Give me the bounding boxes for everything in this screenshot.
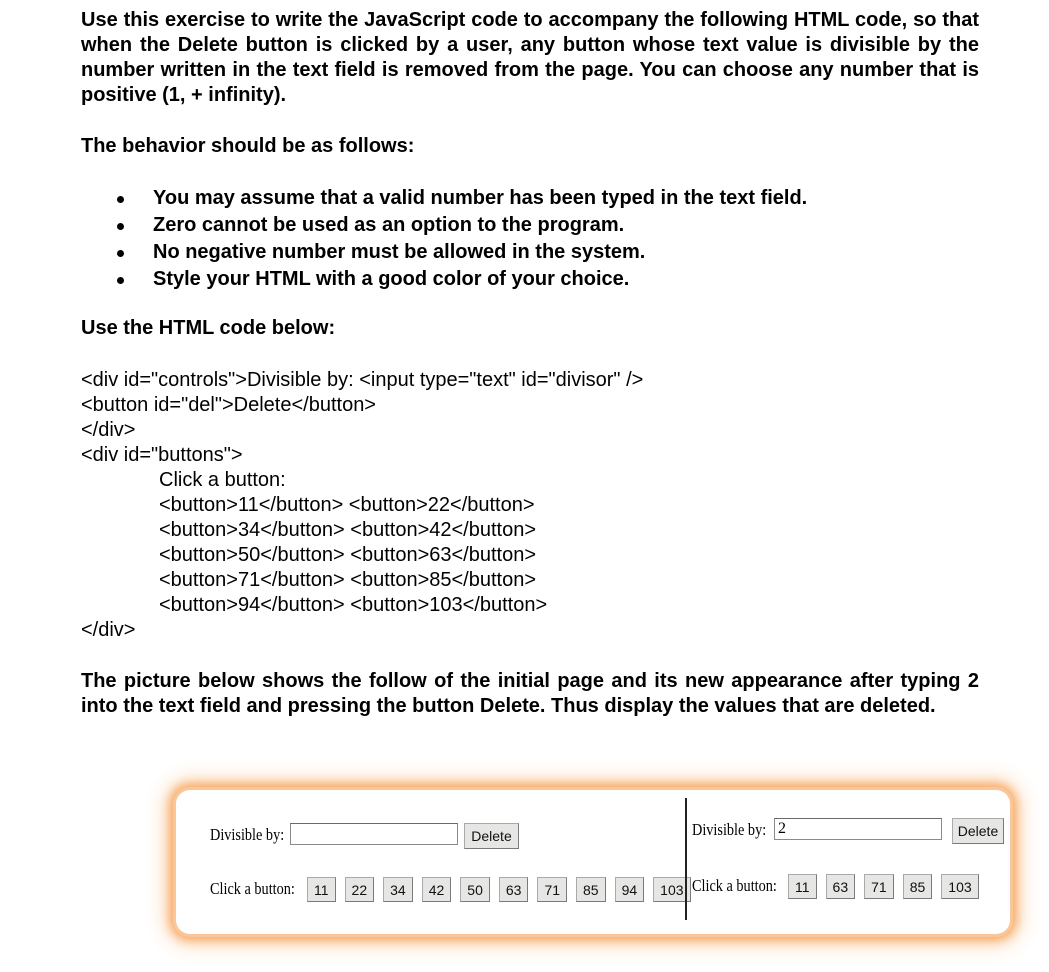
code-line: <button>94</button> <button>103</button>: [159, 594, 548, 616]
number-button[interactable]: 94: [615, 877, 645, 902]
list-item: You may assume that a valid number has been typed in the text field.: [81, 185, 807, 212]
number-button[interactable]: 42: [422, 877, 452, 902]
list-item: Zero cannot be used as an option to the program.: [81, 212, 807, 239]
html-code-block: [81, 368, 643, 643]
before-delete-button[interactable]: Delete: [464, 823, 519, 849]
after-divisor-input[interactable]: 2: [774, 818, 942, 840]
behavior-heading: The behavior should be as follows:: [81, 135, 415, 157]
number-button[interactable]: 50: [460, 877, 490, 902]
code-line: <button>11</button> <button>22</button>: [159, 494, 535, 516]
number-button[interactable]: 34: [383, 877, 413, 902]
bullet-icon: [117, 277, 124, 284]
before-divisor-input[interactable]: [290, 823, 458, 845]
document-page: [81, 8, 979, 717]
number-button[interactable]: 71: [537, 877, 567, 902]
before-click-label: Click a button:: [210, 879, 295, 898]
before-button-row: [307, 877, 691, 902]
bullet-icon: [117, 196, 124, 203]
bullet-icon: [117, 250, 124, 257]
list-item: No negative number must be allowed in the system.: [81, 239, 807, 266]
number-button[interactable]: 11: [307, 877, 336, 902]
panel-divider: [685, 798, 687, 920]
code-line: <div id="controls">Divisible by: <input type="text" id="divisor" />: [81, 369, 644, 391]
code-line: <button id="del">Delete</button>: [81, 394, 376, 416]
list-item: Style your HTML with a good color of your choice.: [81, 266, 807, 293]
code-line: </div>: [81, 419, 136, 441]
after-divisible-label: Divisible by:: [692, 820, 767, 839]
example-figure: [176, 790, 1010, 934]
number-button[interactable]: 22: [345, 877, 375, 902]
behavior-list: [81, 185, 807, 293]
picture-description: The picture below shows the follow of the initial page and its new appearance after typing 2 into the text field and pressing the button Delete. Thus display the values that are deleted.: [81, 670, 979, 717]
code-line: Click a button:: [159, 469, 286, 491]
intro-paragraph: Use this exercise to write the JavaScript code to accompany the following HTML code, so that when the Delete button is clicked by a user, any button whose text value is divisible by the number written in the text field is removed from the page. You can choose any number that is positive (1, + infinity).: [81, 9, 979, 106]
number-button[interactable]: 103: [653, 877, 690, 902]
code-line: <button>34</button> <button>42</button>: [159, 519, 537, 541]
after-click-label: Click a button:: [692, 876, 777, 895]
after-button-row: [788, 874, 979, 899]
number-button[interactable]: 85: [903, 874, 933, 899]
code-line: </div>: [81, 619, 136, 641]
bullet-icon: [117, 223, 124, 230]
number-button[interactable]: 103: [941, 874, 978, 899]
number-button[interactable]: 11: [788, 874, 817, 899]
code-line: <div id="buttons">: [81, 444, 243, 466]
code-line: <button>50</button> <button>63</button>: [159, 544, 537, 566]
before-divisible-label: Divisible by:: [210, 825, 285, 844]
after-delete-button[interactable]: Delete: [952, 818, 1004, 844]
number-button[interactable]: 63: [826, 874, 856, 899]
number-button[interactable]: 71: [864, 874, 894, 899]
number-button[interactable]: 63: [499, 877, 529, 902]
number-button[interactable]: 85: [576, 877, 606, 902]
code-line: <button>71</button> <button>85</button>: [159, 569, 537, 591]
html-code-heading: Use the HTML code below:: [81, 317, 336, 339]
